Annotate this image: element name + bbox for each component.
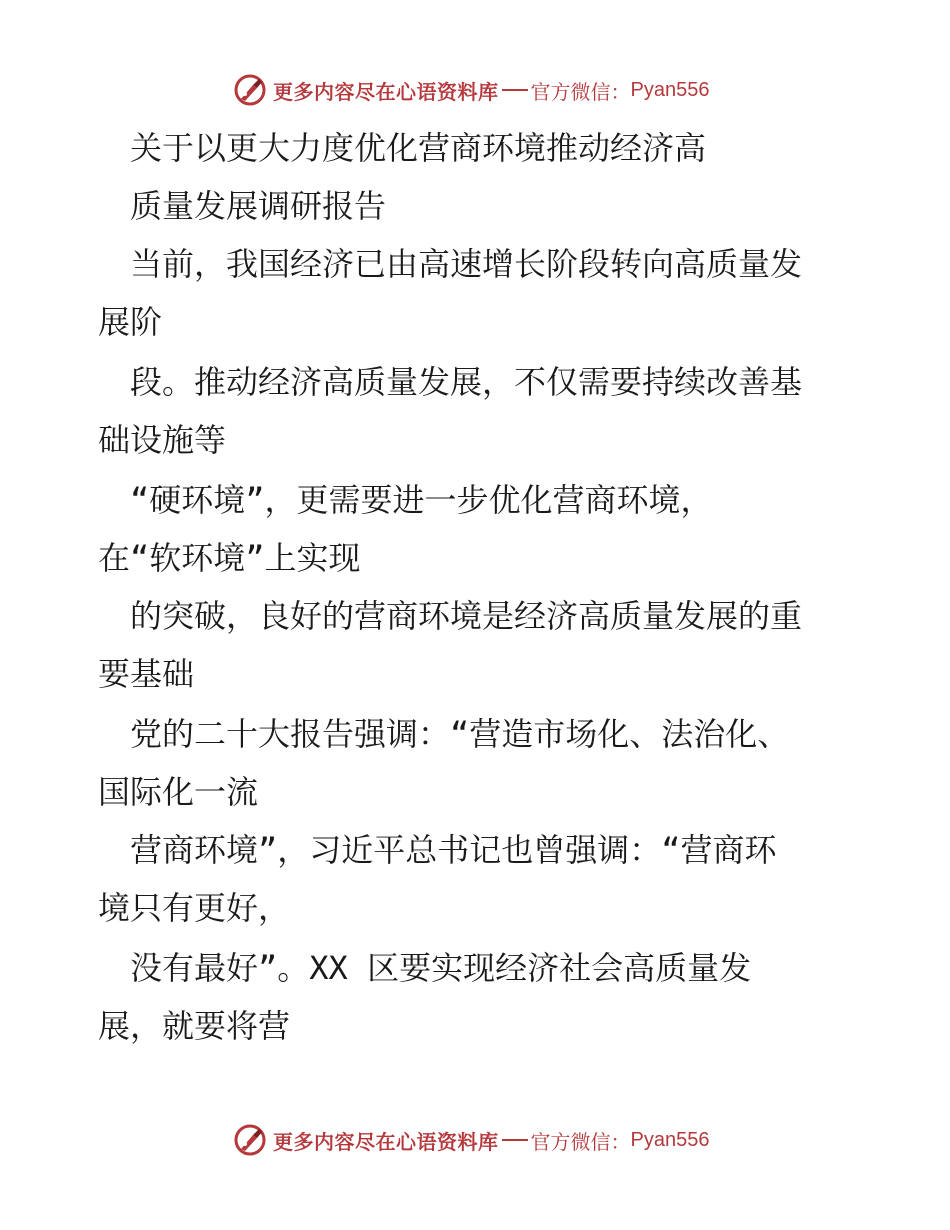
document-title-line-1: 关于以更大力度优化营商环境推动经济高	[98, 129, 707, 167]
text-line: 展阶	[98, 303, 163, 341]
text-line: 党的二十大报告强调：“营造市场化、法治化、	[98, 715, 790, 753]
pen-logo-icon	[233, 73, 267, 107]
header-dash	[502, 89, 528, 91]
text-line: 在“软环境”上实现	[98, 539, 361, 577]
pen-logo-icon	[233, 1123, 267, 1157]
header-watermark-banner	[233, 72, 709, 108]
text-line: “硬环境”，更需要进一步优化营商环境，	[98, 481, 713, 519]
header-brand-text: 更多内容尽在心语资料库	[273, 79, 499, 104]
text-line: 展，就要将营	[98, 1007, 291, 1045]
text-line: 国际化一流	[98, 773, 259, 811]
text-line: 段。推动经济高质量发展，不仅需要持续改善基	[98, 363, 803, 401]
footer-watermark-banner	[233, 1122, 709, 1158]
text-line: 要基础	[98, 655, 195, 693]
text-line: 础设施等	[98, 421, 227, 459]
header-wechat-id: Pyan556	[630, 78, 710, 101]
text-line: 营商环境”，习近平总书记也曾强调：“营商环	[98, 831, 777, 869]
footer-brand-text: 更多内容尽在心语资料库	[273, 1129, 499, 1154]
footer-wechat-label: 官方微信：	[530, 1129, 631, 1154]
text-line: 当前，我国经济已由高速增长阶段转向高质量发	[98, 245, 803, 283]
footer-wechat-id: Pyan556	[630, 1128, 710, 1151]
document-title-line-2: 质量发展调研报告	[98, 187, 387, 225]
text-line: 的突破，良好的营商环境是经济高质量发展的重	[98, 597, 803, 635]
header-wechat-label: 官方微信：	[530, 79, 631, 104]
text-line: 境只有更好，	[98, 889, 291, 927]
text-line: 没有最好”。XX 区要实现经济社会高质量发	[98, 949, 752, 987]
footer-dash	[502, 1139, 528, 1141]
